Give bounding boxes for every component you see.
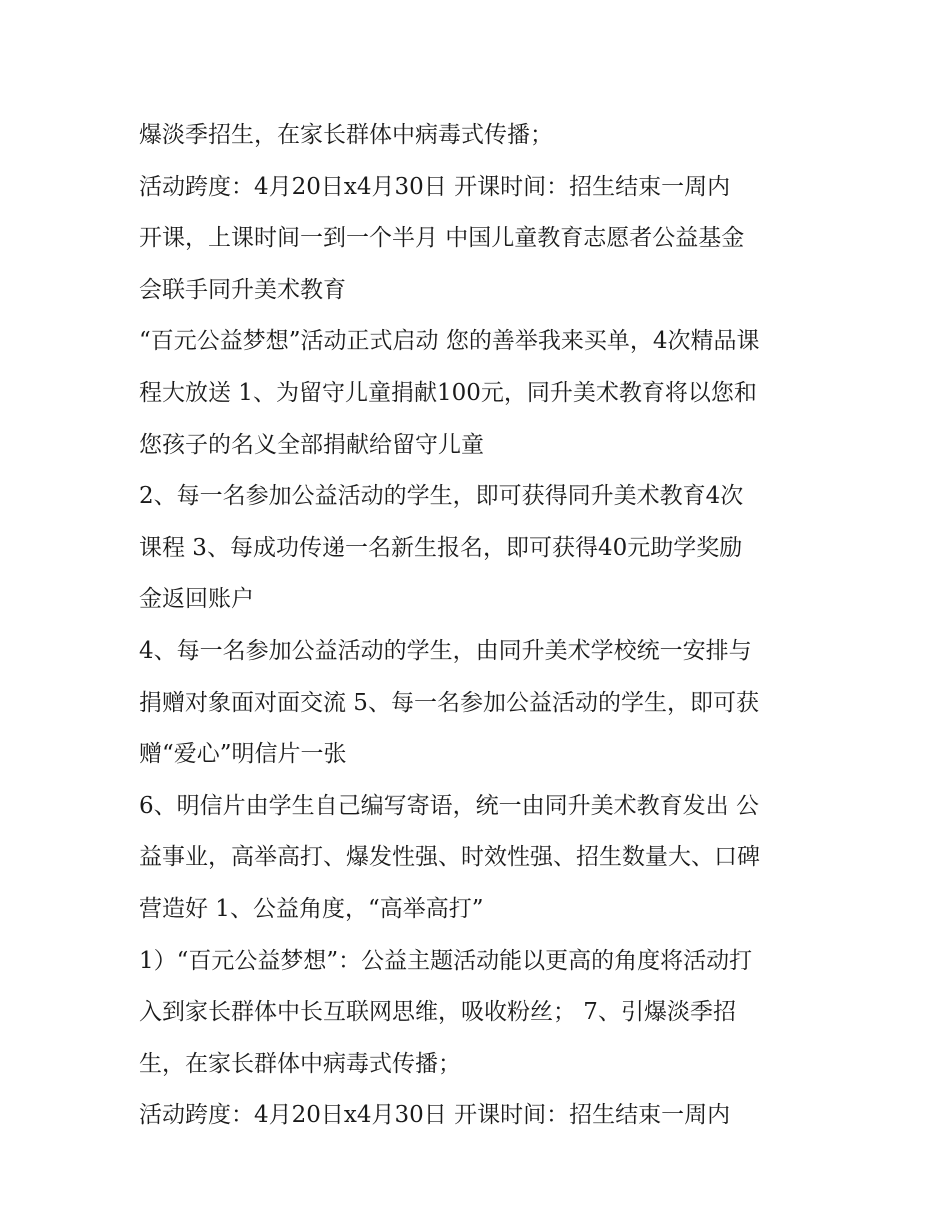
- text-line: 会联手同升美术教育: [139, 276, 346, 303]
- text-line: 入到家长群体中长互联网思维，吸收粉丝； 7、引爆淡季招: [139, 999, 736, 1026]
- text-line: 开课，上课时间一到一个半月 中国儿童教育志愿者公益基金: [139, 225, 745, 252]
- text-line: 课程 3、每成功传递一名新生报名，即可获得40元助学奖励: [139, 534, 743, 561]
- text-line: 生，在家长群体中病毒式传播；: [139, 1050, 461, 1077]
- body-text: [139, 110, 829, 1142]
- text-line: 捐赠对象面对面交流 5、每一名参加公益活动的学生，即可获: [139, 689, 759, 716]
- text-line: 2、每一名参加公益活动的学生，即可获得同升美术教育4次: [139, 483, 744, 510]
- text-line: 营造好 1、公益角度，“高举高打”: [139, 895, 484, 922]
- text-line: 1）“百元公益梦想”：公益主题活动能以更高的角度将活动打: [139, 947, 753, 974]
- text-line: 益事业，高举高打、爆发性强、时效性强、招生数量大、口碑: [139, 844, 760, 871]
- text-line: 活动跨度：4月20日x4月30日 开课时间：招生结束一周内: [139, 173, 731, 200]
- text-line: 4、每一名参加公益活动的学生，由同升美术学校统一安排与: [139, 637, 752, 664]
- text-line: 您孩子的名义全部捐献给留守儿童: [139, 431, 484, 458]
- text-line: 赠“爱心”明信片一张: [139, 741, 347, 768]
- text-line: “百元公益梦想”活动正式启动 您的善举我来买单，4次精品课: [139, 328, 760, 355]
- text-line: 金返回账户: [139, 586, 254, 613]
- text-line: 活动跨度：4月20日x4月30日 开课时间：招生结束一周内: [139, 1102, 731, 1129]
- text-line: 6、明信片由学生自己编写寄语，统一由同升美术教育发出 公: [139, 792, 759, 819]
- text-line: 爆淡季招生，在家长群体中病毒式传播；: [139, 122, 553, 148]
- text-line: 程大放送 1、为留守儿童捐献100元，同升美术教育将以您和: [139, 379, 757, 406]
